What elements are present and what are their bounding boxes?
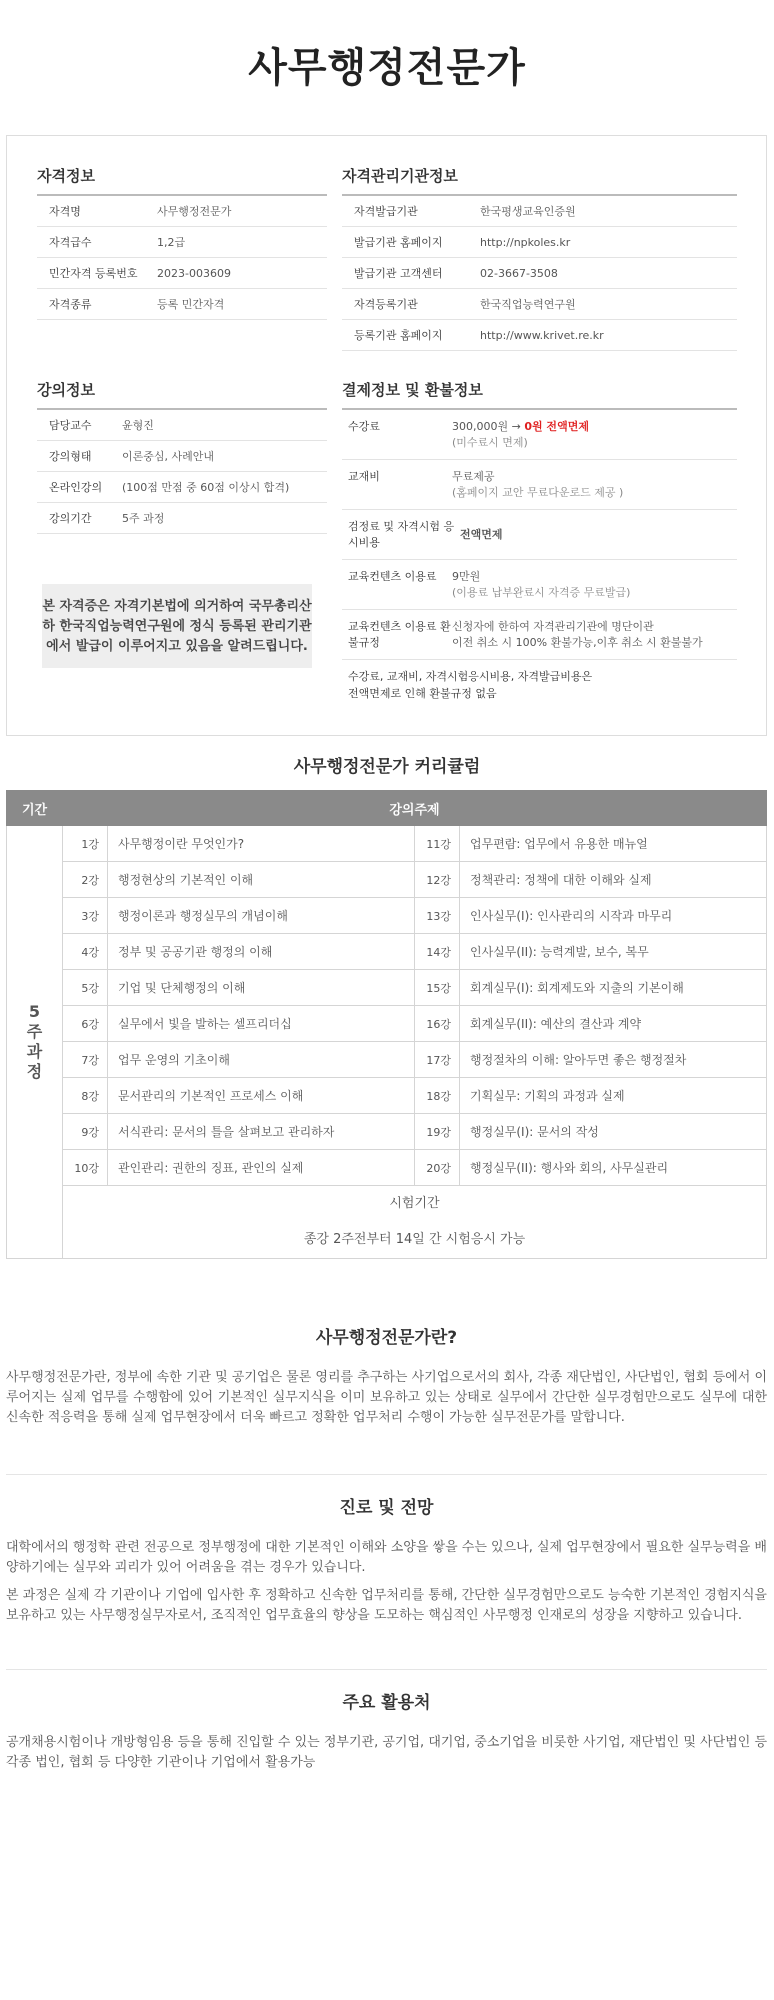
lecture-subject: 기업 및 단체행정의 이해 xyxy=(108,970,415,1006)
payment-heading: 결제정보 및 환불정보 xyxy=(342,379,737,410)
lecture-number: 3강 xyxy=(63,898,108,934)
registry-homepage-link[interactable]: http://www.krivet.re.kr xyxy=(480,328,604,342)
lecture-subject: 관인관리: 권한의 징표, 관인의 실제 xyxy=(108,1150,415,1186)
info-row: 강의기간 5주 과정 xyxy=(37,503,327,534)
lecture-number: 2강 xyxy=(63,862,108,898)
lecture-subject: 기획실무: 기획의 과정과 실제 xyxy=(460,1078,767,1114)
lecture-subject: 실무에서 빛을 발하는 셀프리더십 xyxy=(108,1006,415,1042)
curriculum-row xyxy=(7,1006,767,1042)
payment-row: 검정료 및 자격시험 응시비용 전액면제 xyxy=(342,510,737,560)
lecture-number: 4강 xyxy=(63,934,108,970)
lecture-number: 14강 xyxy=(415,934,460,970)
lecture-number: 12강 xyxy=(415,862,460,898)
curriculum-row xyxy=(7,898,767,934)
info-row: 자격발급기관 한국평생교육인증원 xyxy=(342,196,737,227)
lecture-number: 13강 xyxy=(415,898,460,934)
payment-row: 교육컨텐츠 이용료 환불규정 신청자에 한하여 자격관리기관에 명단이관 이전 취소 시 100% 환불가능,이후 취소 시 환불불가 xyxy=(342,610,737,660)
page-title: 사무행정전문가 xyxy=(248,45,526,91)
lecture-subject: 정책관리: 정책에 대한 이해와 실제 xyxy=(460,862,767,898)
info-row: 자격등록기관 한국직업능력연구원 xyxy=(342,289,737,320)
usage-body: 공개채용시험이나 개방형임용 등을 통해 진입할 수 있는 정부기관, 공기업, 대기업, 중소기업을 비롯한 사기업, 재단법인 및 사단법인 등 각종 법인, 협회 등 다양한 기관이나 기업에서 활용가능 xyxy=(6,1735,767,1770)
lecture-number: 8강 xyxy=(63,1078,108,1114)
curriculum-table xyxy=(6,790,767,1259)
lecture-subject: 인사실무(II): 능력계발, 보수, 복무 xyxy=(460,934,767,970)
exam-title: 시험기간 xyxy=(389,1196,440,1211)
payment-section xyxy=(342,379,737,702)
curriculum-row xyxy=(7,934,767,970)
lecture-number: 20강 xyxy=(415,1150,460,1186)
refund-footer-note: 수강료, 교재비, 자격시험응시비용, 자격발급비용은 전액면제로 인해 환불규정 없음 xyxy=(348,670,593,700)
lecture-subject: 서식관리: 문서의 틀을 살펴보고 관리하자 xyxy=(108,1114,415,1150)
agency-section xyxy=(342,165,737,351)
exam-description: 종강 2주전부터 14일 간 시험응시 가능 xyxy=(303,1232,526,1247)
info-row: 발급기관 고객센터 02-3667-3508 xyxy=(342,258,737,289)
about-title: 사무행정전문가란? xyxy=(315,1328,458,1348)
lecture-section xyxy=(37,379,327,534)
lecture-subject: 회계실무(II): 예산의 결산과 계약 xyxy=(460,1006,767,1042)
agency-heading: 자격관리기관정보 xyxy=(342,165,737,196)
about-body: 사무행정전문가란, 정부에 속한 기관 및 공기업은 물론 영리를 추구하는 사기업으로서의 회사, 각종 재단법인, 사단법인, 협회 등에서 이루어지는 실제 업무를 수행함에 있어 기본적인 실무지식을 이미 보유하고 있는 상태로 실무에서 간단한 실무경험만으로도 실무에 대한 신속한 적응력을 통해 실제 업무현장에서 더욱 빠르고 정확한 업무처리 수행이 가능한 실무전문가를 말합니다. xyxy=(6,1370,767,1425)
notice-box: 본 자격증은 자격기본법에 의거하여 국무총리산하 한국직업능력연구원에 정식 등록된 관리기관에서 발급이 이루어지고 있음을 알려드립니다. xyxy=(42,584,312,668)
curriculum-row xyxy=(7,862,767,898)
curriculum-row xyxy=(7,1078,767,1114)
divider xyxy=(6,1474,767,1475)
exam-info xyxy=(63,1186,767,1259)
lecture-number: 15강 xyxy=(415,970,460,1006)
lecture-subject: 행정현상의 기본적인 이해 xyxy=(108,862,415,898)
lecture-subject: 업무편람: 업무에서 유용한 매뉴얼 xyxy=(460,826,767,862)
payment-row: 교육컨텐츠 이용료 9만원 (이용료 납부완료시 자격증 무료발급) xyxy=(342,560,737,610)
lecture-subject: 행정이론과 행정실무의 개념이해 xyxy=(108,898,415,934)
lecture-subject: 정부 및 공공기관 행정의 이해 xyxy=(108,934,415,970)
career-paragraph-2: 본 과정은 실제 각 기관이나 기업에 입사한 후 정확하고 신속한 업무처리를 통해, 간단한 실무경험만으로도 능숙한 기본적인 경험지식을 보유하고 있는 사무행정실무자로서, 조직적인 업무효율의 향상을 도모하는 핵심적인 사무행정 인재로의 성장을 지향하고 있습니다. xyxy=(6,1588,767,1623)
career-section xyxy=(6,1493,767,1634)
lecture-number: 18강 xyxy=(415,1078,460,1114)
curriculum-row xyxy=(7,826,767,862)
col-subject-header: 강의주제 xyxy=(63,791,767,826)
career-paragraph-1: 대학에서의 행정학 관련 전공으로 정부행정에 대한 기본적인 이해와 소양을 쌓을 수는 있으나, 실제 업무현장에서 필요한 실무능력을 배양하기에는 실무와 괴리가 있어 어려움을 겪는 경우가 있습니다. xyxy=(6,1540,767,1575)
lecture-subject: 회계실무(I): 회계제도와 지출의 기본이해 xyxy=(460,970,767,1006)
payment-row: 수강료 300,000원 → 0원 전액면제 (미수료시 면제) xyxy=(342,410,737,460)
lecture-number: 19강 xyxy=(415,1114,460,1150)
lecture-subject: 행정절차의 이해: 알아두면 좋은 행정절차 xyxy=(460,1042,767,1078)
qualification-section xyxy=(37,165,327,320)
info-row: 민간자격 등록번호 2023-003609 xyxy=(37,258,327,289)
usage-title: 주요 활용처 xyxy=(342,1693,431,1713)
exam-row xyxy=(7,1186,767,1259)
lecture-subject: 행정실무(II): 행사와 회의, 사무실관리 xyxy=(460,1150,767,1186)
qualification-heading: 자격정보 xyxy=(37,165,327,196)
curriculum-row xyxy=(7,1042,767,1078)
lecture-subject: 인사실무(I): 인사관리의 시작과 마무리 xyxy=(460,898,767,934)
info-row: 자격종류 등록 민간자격 xyxy=(37,289,327,320)
lecture-subject: 행정실무(I): 문서의 작성 xyxy=(460,1114,767,1150)
lecture-number: 1강 xyxy=(63,826,108,862)
lecture-number: 7강 xyxy=(63,1042,108,1078)
info-row: 등록기관 홈페이지 http://www.krivet.re.kr xyxy=(342,320,737,351)
lecture-subject: 문서관리의 기본적인 프로세스 이해 xyxy=(108,1078,415,1114)
payment-row: 교재비 무료제공 (홈페이지 교안 무료다운로드 제공 ) xyxy=(342,460,737,510)
lecture-subject: 사무행정이란 무엇인가? xyxy=(108,826,415,862)
lecture-number: 10강 xyxy=(63,1150,108,1186)
lecture-number: 6강 xyxy=(63,1006,108,1042)
career-title: 진로 및 전망 xyxy=(339,1498,434,1518)
lecture-number: 17강 xyxy=(415,1042,460,1078)
info-row: 강의형태 이론중심, 사례안내 xyxy=(37,441,327,472)
issuer-homepage-link[interactable]: http://npkoles.kr xyxy=(480,235,571,249)
lecture-subject: 업무 운영의 기초이해 xyxy=(108,1042,415,1078)
info-row: 발급기관 홈페이지 http://npkoles.kr xyxy=(342,227,737,258)
info-row: 온라인강의 (100점 만점 중 60점 이상시 합격) xyxy=(37,472,327,503)
lecture-number: 16강 xyxy=(415,1006,460,1042)
col-period-header: 기간 xyxy=(7,791,63,826)
curriculum-title: 사무행정전문가 커리큘럼 xyxy=(293,757,481,777)
curriculum-row xyxy=(7,1114,767,1150)
info-box xyxy=(6,135,767,736)
curriculum-row xyxy=(7,1150,767,1186)
info-row: 담당교수 윤형진 xyxy=(37,410,327,441)
about-section xyxy=(6,1323,767,1436)
lecture-number: 11강 xyxy=(415,826,460,862)
usage-section xyxy=(6,1688,767,1781)
lecture-number: 5강 xyxy=(63,970,108,1006)
info-row: 자격명 사무행정전문가 xyxy=(37,196,327,227)
lecture-number: 9강 xyxy=(63,1114,108,1150)
divider xyxy=(6,1669,767,1670)
curriculum-row xyxy=(7,970,767,1006)
period-cell: 5주 과정 xyxy=(7,826,63,1259)
lecture-heading: 강의정보 xyxy=(37,379,327,410)
info-row: 자격급수 1,2급 xyxy=(37,227,327,258)
